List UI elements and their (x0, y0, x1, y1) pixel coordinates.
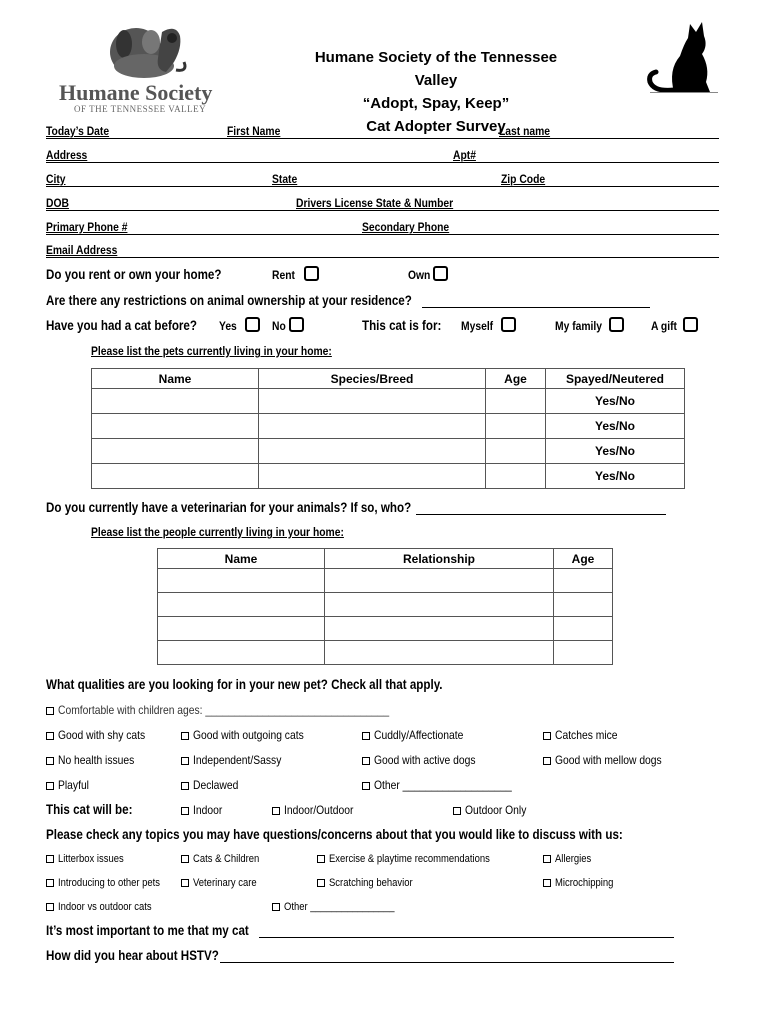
checkbox-icon (181, 807, 189, 815)
quality-other[interactable]: Other ___________________ (362, 778, 534, 792)
dob-label: DOB (46, 196, 69, 210)
logo-subtitle: OF THE TENNESSEE VALLEY (74, 104, 207, 114)
apt-label: Apt# (453, 148, 476, 162)
pet-age-cell[interactable] (486, 389, 546, 414)
hear-about-line[interactable] (220, 962, 674, 963)
rent-label: Rent (272, 268, 295, 282)
state-label: State (272, 172, 298, 186)
my-family-checkbox[interactable] (609, 317, 624, 332)
primary-phone-label: Primary Phone # (46, 220, 128, 234)
checkbox-icon (543, 879, 551, 887)
pet-species-cell[interactable] (259, 439, 486, 464)
drivers-license-label: Drivers License State & Number (296, 196, 454, 210)
topic-scratching[interactable]: Scratching behavior (317, 877, 426, 889)
pet-spayed-cell[interactable]: Yes/No (546, 414, 685, 439)
topic-allergies[interactable]: Allergies (543, 853, 597, 865)
first-name-label: First Name (227, 124, 281, 138)
pets-heading: Please list the pets currently living in your home: (91, 344, 332, 358)
logo (52, 22, 232, 117)
topic-veterinary[interactable]: Veterinary care (181, 877, 267, 889)
topics-question: Please check any topics you may have questions/concerns about that you would like to discuss with us: (46, 827, 623, 842)
pet-name-cell[interactable] (92, 414, 259, 439)
pet-species-cell[interactable] (259, 414, 486, 439)
vet-question: Do you currently have a veterinarian for your animals? If so, who? (46, 500, 412, 515)
pet-age-cell[interactable] (486, 439, 546, 464)
last-name-label: Last name (499, 124, 551, 138)
person-age-cell[interactable] (554, 641, 613, 665)
quality-mellow-dogs[interactable]: Good with mellow dogs (543, 753, 679, 767)
cat-outdoor-only[interactable]: Outdoor Only (453, 803, 536, 817)
person-name-cell[interactable] (158, 617, 325, 641)
quality-catches-mice[interactable]: Catches mice (543, 728, 628, 742)
dob-line[interactable] (46, 210, 719, 211)
people-table (157, 548, 613, 665)
topic-other[interactable]: Other ________________ (272, 901, 412, 913)
quality-outgoing-cats[interactable]: Good with outgoing cats (181, 728, 322, 742)
pet-spayed-cell[interactable]: Yes/No (546, 464, 685, 489)
city-line[interactable] (46, 186, 719, 187)
person-name-cell[interactable] (158, 593, 325, 617)
row-date-name (46, 124, 119, 138)
topic-cats-children[interactable]: Cats & Children (181, 853, 270, 865)
person-age-cell[interactable] (554, 569, 613, 593)
topic-indoor-vs-outdoor[interactable]: Indoor vs outdoor cats (46, 901, 167, 913)
had-cat-no-checkbox[interactable] (289, 317, 304, 332)
checkbox-icon (46, 903, 54, 911)
checkbox-icon (181, 879, 189, 887)
pets-header-age: Age (486, 369, 546, 389)
dog-cat-logo-icon (96, 22, 196, 82)
a-gift-label: A gift (651, 319, 677, 333)
table-row (92, 439, 685, 464)
vet-line[interactable] (416, 514, 666, 515)
quality-independent[interactable]: Independent/Sassy (181, 753, 296, 767)
pet-spayed-cell[interactable]: Yes/No (546, 389, 685, 414)
quality-declawed[interactable]: Declawed (181, 778, 246, 792)
checkbox-icon (46, 707, 54, 715)
checkbox-icon (362, 782, 370, 790)
myself-label: Myself (461, 319, 494, 333)
checkbox-icon (362, 732, 370, 740)
pet-name-cell[interactable] (92, 464, 259, 489)
people-heading: Please list the people currently living in your home: (91, 525, 344, 539)
pets-header-name: Name (92, 369, 259, 389)
had-cat-question: Have you had a cat before? (46, 318, 197, 333)
own-checkbox[interactable] (433, 266, 448, 281)
restrictions-line[interactable] (422, 307, 650, 308)
pets-header-species: Species/Breed (259, 369, 486, 389)
checkbox-icon (362, 757, 370, 765)
checkbox-icon (317, 855, 325, 863)
most-important-line[interactable] (259, 937, 674, 938)
checkbox-icon (181, 782, 189, 790)
quality-no-health[interactable]: No health issues (46, 753, 147, 767)
pet-name-cell[interactable] (92, 389, 259, 414)
email-label: Email Address (46, 243, 118, 257)
no-label: No (272, 319, 286, 333)
pet-species-cell[interactable] (259, 389, 486, 414)
cat-base-line (650, 92, 718, 93)
pets-table (91, 368, 685, 489)
person-relationship-cell[interactable] (325, 641, 554, 665)
topic-introducing[interactable]: Introducing to other pets (46, 877, 177, 889)
address-label: Address (46, 148, 88, 162)
pet-name-cell[interactable] (92, 439, 259, 464)
table-row (158, 569, 613, 593)
checkbox-icon (46, 782, 54, 790)
cat-for-question: This cat is for: (362, 318, 442, 333)
table-row (92, 389, 685, 414)
checkbox-icon (46, 757, 54, 765)
person-age-cell[interactable] (554, 617, 613, 641)
checkbox-icon (181, 855, 189, 863)
own-label: Own (408, 268, 431, 282)
cat-silhouette-icon (644, 20, 720, 94)
slogan: “Adopt, Spay, Keep” (362, 95, 510, 112)
table-row (158, 617, 613, 641)
table-row (158, 641, 613, 665)
phone-line[interactable] (46, 234, 719, 235)
checkbox-icon (453, 807, 461, 815)
topic-exercise[interactable]: Exercise & playtime recommendations (317, 853, 516, 865)
secondary-phone-label: Secondary Phone (362, 220, 450, 234)
name-line[interactable] (46, 138, 719, 139)
rent-checkbox[interactable] (304, 266, 319, 281)
people-header-name: Name (158, 549, 325, 569)
org-title: Humane Society of the Tennessee Valley (314, 49, 558, 89)
table-row (92, 414, 685, 439)
pets-header-spayed: Spayed/Neutered (546, 369, 685, 389)
person-relationship-cell[interactable] (325, 569, 554, 593)
quality-shy-cats[interactable]: Good with shy cats (46, 728, 159, 742)
quality-cuddly[interactable]: Cuddly/Affectionate (362, 728, 478, 742)
had-cat-yes-checkbox[interactable] (245, 317, 260, 332)
people-header-relationship: Relationship (325, 549, 554, 569)
person-relationship-cell[interactable] (325, 617, 554, 641)
topic-litterbox[interactable]: Litterbox issues (46, 853, 134, 865)
zip-label: Zip Code (501, 172, 546, 186)
pet-species-cell[interactable] (259, 464, 486, 489)
checkbox-icon (543, 855, 551, 863)
hear-about-question: How did you hear about HSTV? (46, 948, 219, 963)
pet-age-cell[interactable] (486, 414, 546, 439)
checkbox-icon (272, 807, 280, 815)
table-row (92, 464, 685, 489)
checkbox-icon (272, 903, 280, 911)
checkbox-icon (543, 757, 551, 765)
todays-date-label: Today’s Date (46, 124, 110, 138)
pet-spayed-cell[interactable]: Yes/No (546, 439, 685, 464)
city-label: City (46, 172, 66, 186)
topic-microchipping[interactable]: Microchipping (543, 877, 623, 889)
checkbox-icon (317, 879, 325, 887)
checkbox-icon (181, 757, 189, 765)
people-header-age: Age (554, 549, 613, 569)
qualities-question: What qualities are you looking for in your new pet? Check all that apply. (46, 677, 443, 692)
pet-age-cell[interactable] (486, 464, 546, 489)
rent-own-question: Do you rent or own your home? (46, 267, 222, 282)
myself-checkbox[interactable] (501, 317, 516, 332)
my-family-label: My family (555, 319, 603, 333)
checkbox-icon (46, 855, 54, 863)
yes-label: Yes (219, 319, 237, 333)
table-row (158, 593, 613, 617)
checkbox-icon (181, 732, 189, 740)
person-name-cell[interactable] (158, 569, 325, 593)
checkbox-icon (46, 879, 54, 887)
quality-children[interactable]: Comfortable with children ages: ________________________________ (46, 703, 443, 717)
cat-indoor[interactable]: Indoor (181, 803, 227, 817)
address-line[interactable] (46, 162, 719, 163)
survey-title: Cat Adopter Survey (366, 118, 506, 135)
person-relationship-cell[interactable] (325, 593, 554, 617)
person-name-cell[interactable] (158, 641, 325, 665)
person-age-cell[interactable] (554, 593, 613, 617)
quality-playful[interactable]: Playful (46, 778, 94, 792)
restrictions-question: Are there any restrictions on animal ownership at your residence? (46, 293, 412, 308)
checkbox-icon (543, 732, 551, 740)
email-line[interactable] (46, 257, 719, 258)
logo-name: Humane Society (59, 80, 213, 105)
quality-active-dogs[interactable]: Good with active dogs (362, 753, 492, 767)
cat-indoor-outdoor[interactable]: Indoor/Outdoor (272, 803, 365, 817)
cat-will-be-label: This cat will be: (46, 802, 133, 817)
a-gift-checkbox[interactable] (683, 317, 698, 332)
checkbox-icon (46, 732, 54, 740)
most-important-question: It’s most important to me that my cat (46, 923, 249, 938)
